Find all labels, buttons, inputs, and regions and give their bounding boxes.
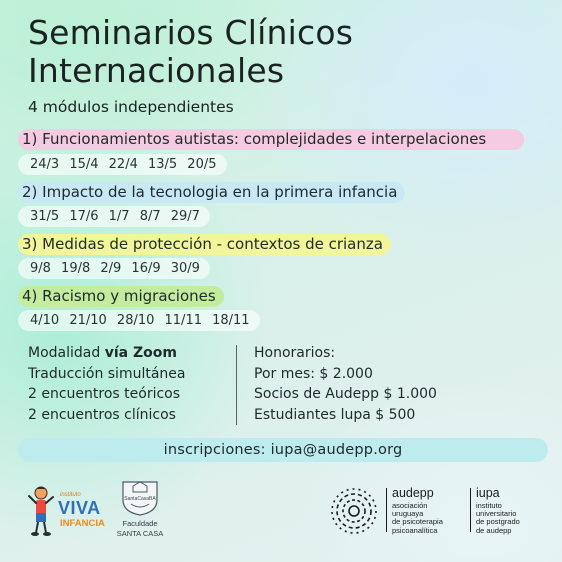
- santacasa-line2: SANTA CASA: [116, 529, 164, 538]
- module-4-title: 4) Racismo y migraciones: [18, 286, 224, 307]
- audepp-desc-line: asociación: [392, 501, 428, 510]
- module-1-dates: 24/3 15/4 22/4 13/5 20/5: [18, 154, 227, 175]
- fee-item: Socios de Audepp $ 1.000: [254, 386, 437, 402]
- fees-list: [254, 343, 437, 425]
- vivainfancia-viva: VIVA: [58, 498, 101, 518]
- iupa-logo: [470, 486, 550, 536]
- title-line-1: Seminarios Clínicos: [28, 13, 354, 52]
- module-4-dates: 4/10 21/10 28/10 11/11 18/11: [18, 310, 260, 331]
- santacasa-seal-text: SantaCasaBA: [124, 496, 156, 502]
- page-title: [28, 14, 353, 90]
- detail-item: Traducción simultánea: [28, 365, 186, 382]
- subtitle: 4 módulos independientes: [28, 98, 234, 116]
- audepp-logo: [330, 486, 465, 536]
- iupa-desc-line: universitario: [476, 509, 517, 519]
- iupa-desc-line: de postgrado: [476, 517, 520, 527]
- iupa-desc: [476, 502, 520, 535]
- module-2-dates: 31/5 17/6 1/7 8/7 29/7: [18, 206, 210, 227]
- modalidad-line: [28, 343, 185, 364]
- audepp-desc-line: uruguaya: [392, 509, 424, 519]
- iupa-desc-line: instituto: [476, 501, 502, 510]
- details-list: [28, 343, 185, 425]
- iupa-divider: [470, 488, 471, 532]
- iupa-name: iupa: [476, 486, 500, 500]
- fee-item: Estudiantes lupa $ 500: [254, 406, 416, 423]
- audepp-desc: [392, 502, 443, 535]
- audepp-divider: [386, 488, 387, 532]
- audepp-name: audepp: [392, 486, 434, 500]
- module-1-title: 1) Funcionamientos autistas: complejidades e interpelaciones: [18, 129, 524, 150]
- modalidad-value: vía Zoom: [104, 345, 177, 361]
- fee-item: Por mes: $ 2.000: [254, 365, 373, 382]
- vivainfancia-figure-icon: [28, 486, 54, 536]
- audepp-mandala-icon: [330, 487, 378, 535]
- vivainfancia-logo: [28, 486, 108, 538]
- fees-heading: Honorarios:: [254, 345, 336, 361]
- audepp-desc-line: psicoanalítica: [392, 525, 438, 535]
- column-divider: [236, 345, 237, 425]
- vivainfancia-infancia: INFANCIA: [60, 518, 105, 529]
- module-3-dates: 9/8 19/8 2/9 16/9 30/9: [18, 258, 210, 279]
- detail-item: 2 encuentros clínicos: [28, 406, 176, 423]
- iupa-desc-line: de audepp: [476, 525, 512, 535]
- title-line-2: Internacionales: [28, 51, 285, 90]
- santacasa-logo: [112, 480, 168, 544]
- module-2-title: 2) Impacto de la tecnologia en la primera infancia: [18, 182, 405, 203]
- vivainfancia-small: instituto: [60, 492, 81, 498]
- registration-email[interactable]: inscripciones: iupa@audepp.org: [18, 438, 548, 462]
- audepp-desc-line: de psicoterapia: [392, 517, 443, 527]
- detail-item: 2 encuentros teóricos: [28, 386, 181, 402]
- module-3-title: 3) Medidas de protección - contextos de crianza: [18, 234, 391, 255]
- santacasa-line1: Faculdade: [122, 519, 158, 528]
- modalidad-label: Modalidad: [28, 345, 105, 361]
